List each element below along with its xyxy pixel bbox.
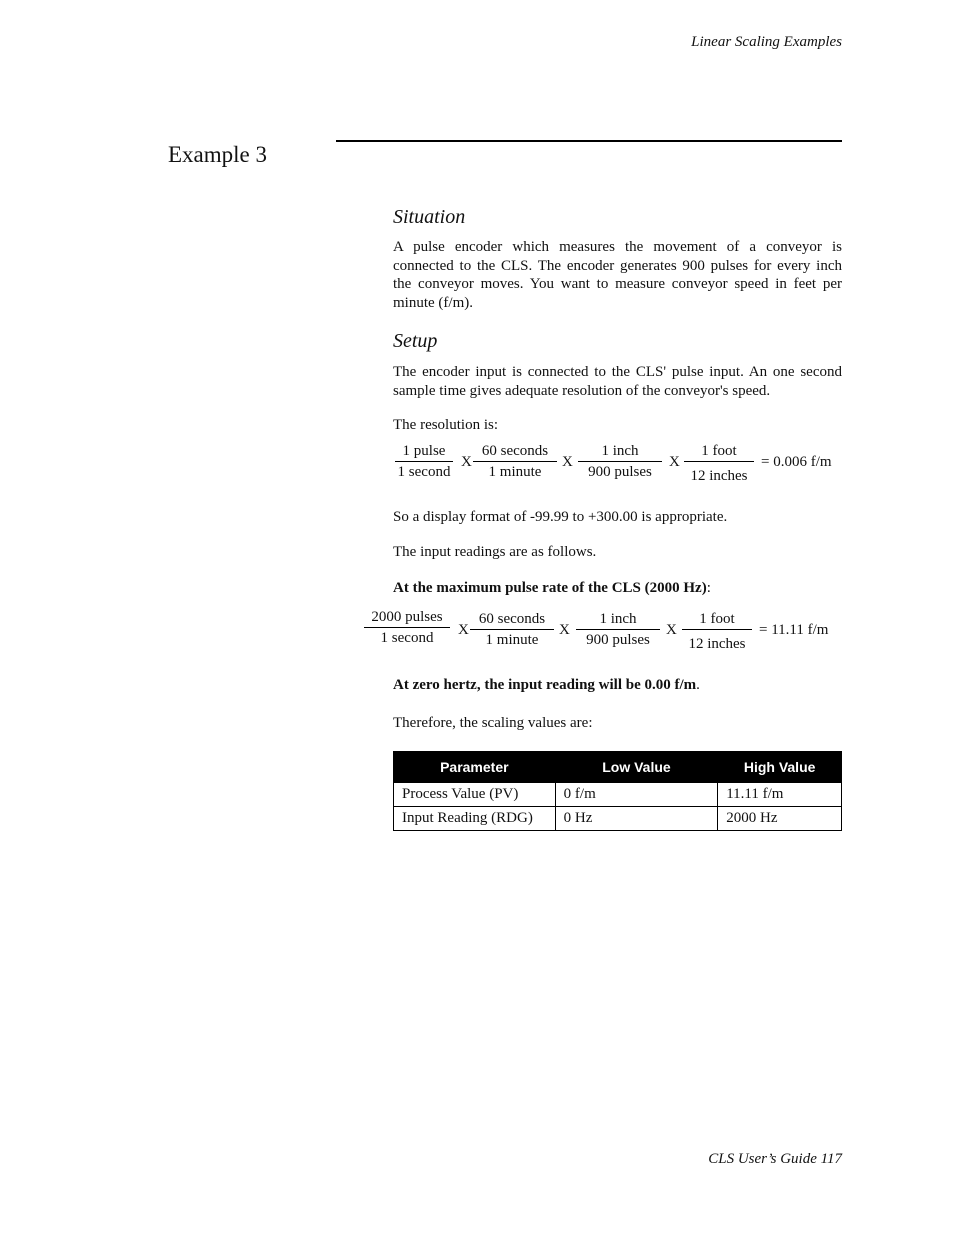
setup-heading: Setup <box>393 330 438 352</box>
fraction-denominator: 12 inches <box>690 468 748 484</box>
setup-text: The encoder input is connected to the CLS' pulse input. An one second sample time gives adequate resolution of the conveyor's speed. <box>393 364 842 399</box>
situation-text: A pulse encoder which measures the movement of a conveyor is connected to the CLS. The encoder generates 900 pulses for every inch the conveyor moves. You want to measure conveyor speed in feet per minute (f/m). <box>393 239 842 311</box>
table-cell: 0 Hz <box>555 807 718 831</box>
table-cell: Input Reading (RDG) <box>394 807 556 831</box>
fraction-denominator: 1 second <box>380 630 434 646</box>
times-operator: X <box>458 622 469 638</box>
table-cell: Process Value (PV) <box>394 783 556 807</box>
max-fraction-4 <box>682 611 752 653</box>
resolution-fraction-2 <box>473 443 557 481</box>
example-title: Example 3 <box>168 142 267 167</box>
fraction-denominator: 900 pulses <box>588 464 652 480</box>
max-result: = 11.11 f/m <box>759 622 829 638</box>
fraction-denominator: 1 minute <box>488 464 542 480</box>
fraction-denominator: 12 inches <box>688 636 746 652</box>
table-cell: 0 f/m <box>555 783 718 807</box>
resolution-fraction-4 <box>684 443 754 485</box>
column-header: Low Value <box>555 752 718 783</box>
max-rate-line <box>393 580 711 597</box>
situation-heading: Situation <box>393 206 466 228</box>
section-rule <box>336 140 842 142</box>
fraction-denominator: 1 minute <box>485 632 539 648</box>
table-cell: 2000 Hz <box>718 807 842 831</box>
resolution-intro: The resolution is: <box>393 417 498 433</box>
times-operator: X <box>559 622 570 638</box>
fraction-numerator: 1 foot <box>684 443 754 462</box>
max-fraction-2 <box>470 611 554 649</box>
table-row <box>394 807 842 831</box>
fraction-numerator: 1 pulse <box>395 443 453 462</box>
readings-intro: The input readings are as follows. <box>393 544 597 560</box>
fraction-denominator: 1 second <box>397 464 451 480</box>
max-fraction-3 <box>576 611 660 649</box>
running-footer: CLS User’s Guide 117 <box>708 1151 842 1167</box>
fraction-numerator: 2000 pulses <box>364 609 450 628</box>
resolution-result: = 0.006 f/m <box>761 454 832 470</box>
table-row <box>394 783 842 807</box>
zero-hertz-line <box>393 677 700 694</box>
max-rate-bold: At the maximum pulse rate of the CLS (2000 Hz) <box>393 580 707 596</box>
table-cell: 11.11 f/m <box>718 783 842 807</box>
column-header: Parameter <box>394 752 556 783</box>
times-operator: X <box>461 454 472 470</box>
max-fraction-1 <box>364 609 450 647</box>
fraction-denominator: 900 pulses <box>586 632 650 648</box>
fraction-numerator: 1 foot <box>682 611 752 630</box>
times-operator: X <box>666 622 677 638</box>
column-header: High Value <box>718 752 842 783</box>
zero-hertz-bold: At zero hertz, the input reading will be 0.00 f/m <box>393 677 697 693</box>
times-operator: X <box>562 454 573 470</box>
fraction-numerator: 60 seconds <box>470 611 554 630</box>
scaling-values-table <box>393 751 842 831</box>
table-header-row <box>394 752 842 783</box>
resolution-fraction-1 <box>395 443 453 481</box>
zero-hertz-period: . <box>696 677 700 693</box>
fraction-numerator: 1 inch <box>576 611 660 630</box>
times-operator: X <box>669 454 680 470</box>
display-format-text: So a display format of -99.99 to +300.00 is appropriate. <box>393 509 728 525</box>
fraction-numerator: 1 inch <box>578 443 662 462</box>
resolution-fraction-3 <box>578 443 662 481</box>
running-header: Linear Scaling Examples <box>691 34 842 50</box>
fraction-numerator: 60 seconds <box>473 443 557 462</box>
therefore-text: Therefore, the scaling values are: <box>393 715 593 731</box>
max-rate-colon: : <box>706 580 711 596</box>
